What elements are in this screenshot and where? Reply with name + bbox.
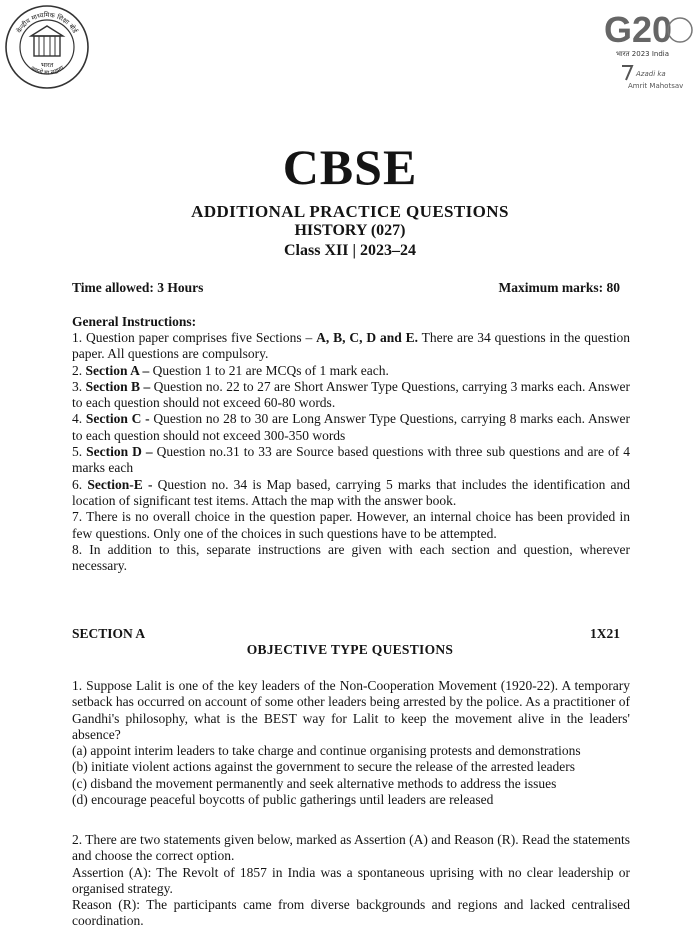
emblem-ring-mid: भारत <box>40 61 54 69</box>
g20-logo-icon <box>598 4 696 96</box>
option-d: (d) encourage peaceful boycotts of public gatherings until leaders are released <box>72 792 494 808</box>
instruction-item <box>72 509 630 542</box>
instruction-bold: Section-E - <box>87 476 153 492</box>
page-title: CBSE <box>282 139 418 195</box>
instruction-text: Question no. 34 is Map based, carrying 5 marks that includes the identification and location of significant test items. Attach the map with the answer book. <box>72 476 630 508</box>
section-marks: 1X21 <box>590 626 620 641</box>
emblem-ring-bottom: असतो मा सद्गमय <box>28 64 66 77</box>
instruction-item <box>72 330 630 363</box>
g20-line2: Azadi ka <box>636 70 666 78</box>
g20-line3: Amrit Mahotsav <box>628 82 684 90</box>
question-1 <box>72 678 630 808</box>
cbse-emblem <box>4 4 90 90</box>
g20-logo <box>598 4 696 96</box>
instruction-item <box>72 477 630 510</box>
instruction-text: There are 34 questions in the question paper. All questions are compulsory. <box>72 330 631 362</box>
question-stem: 2. There are two statements given below, marked as Assertion (A) and Reason (R). Read the statements and choose the correct option. <box>72 832 630 864</box>
instruction-text: Question 1 to 21 are MCQs of 1 mark each. <box>149 362 389 378</box>
option-a: (a) appoint interim leaders to take charge and continue organising protests and demonstrations <box>72 743 581 759</box>
time-allowed: Time allowed: 3 Hours <box>72 280 204 295</box>
instruction-bold: Section D – <box>86 444 153 460</box>
instruction-text: 2. <box>72 362 86 378</box>
instructions-heading: General Instructions: <box>72 314 197 329</box>
instruction-text: Question no.31 to 33 are Source based questions with three sub questions and are of 4 marks each <box>72 444 631 476</box>
instruction-bold: Section C - <box>85 411 150 427</box>
cbse-emblem-icon <box>4 4 90 90</box>
instruction-text: 8. In addition to this, separate instructions are given with each section and question, wherever necessary. <box>72 541 630 574</box>
instruction-text: 4. <box>72 411 86 427</box>
instruction-item <box>72 363 630 379</box>
reason-statement: Reason (R): The participants came from diverse backgrounds and regions and lacked centralised coordination. <box>72 897 630 929</box>
section-label: SECTION A <box>72 626 146 641</box>
instructions-list <box>72 330 630 574</box>
instruction-text: 5. <box>72 444 87 460</box>
g20-brand-text: G20 <box>604 9 673 50</box>
instruction-text: 1. Question paper comprises five Sections – <box>72 330 317 345</box>
instruction-text: 3. <box>72 378 86 394</box>
assertion-statement: Assertion (A): The Revolt of 1857 in India was a spontaneous uprising with no clear leadership or organised strategy. <box>72 864 630 896</box>
class-year: Class XII | 2023–24 <box>284 242 416 259</box>
instruction-bold: Section A – <box>85 362 150 378</box>
g20-line1: भारत 2023 India <box>616 50 670 58</box>
emblem-ring-top: केन्द्रीय माध्यमिक शिक्षा बोर्ड <box>15 10 79 35</box>
instruction-text: Question no. 22 to 27 are Short Answer Type Questions, carrying 3 marks each. Answer to each question should not exceed 60-80 words. <box>72 378 631 411</box>
instruction-item <box>72 542 630 575</box>
instruction-item <box>72 379 630 412</box>
option-c: (c) disband the movement permanently and seek alternative methods to address the issues <box>72 775 557 791</box>
maximum-marks: Maximum marks: 80 <box>498 280 620 295</box>
instruction-text: 7. There is no overall choice in the question paper. However, an internal choice has been provided in few questions. Only one of the choices in such questions have to be attempted. <box>72 509 630 541</box>
option-b: (b) initiate violent actions against the government to secure the release of the arrested leaders <box>72 759 576 775</box>
paper-subtitle: ADDITIONAL PRACTICE QUESTIONS <box>191 202 509 221</box>
section-heading: OBJECTIVE TYPE QUESTIONS <box>246 642 454 657</box>
question-stem: 1. Suppose Lalit is one of the key leaders of the Non-Cooperation Movement (1920-22). A temporary setback has occurred on account of some other leaders being arrested by the police. As a practitioner of Gandhi's philosophy, what is the BEST way for Lalit to keep the movement alive in the leaders' absence? <box>72 678 630 742</box>
instruction-bold: A, B, C, D and E. <box>316 330 418 345</box>
question-2 <box>72 832 630 930</box>
instruction-bold: Section B – <box>85 378 151 394</box>
instruction-item <box>72 444 630 477</box>
instruction-text: Question no 28 to 30 are Long Answer Type Questions, carrying 8 marks each. Answer to each question should not exceed 300-350 words <box>72 411 630 443</box>
instruction-item <box>72 411 630 444</box>
subject-code: HISTORY (027) <box>294 222 406 239</box>
instruction-text: 6. <box>72 476 88 492</box>
